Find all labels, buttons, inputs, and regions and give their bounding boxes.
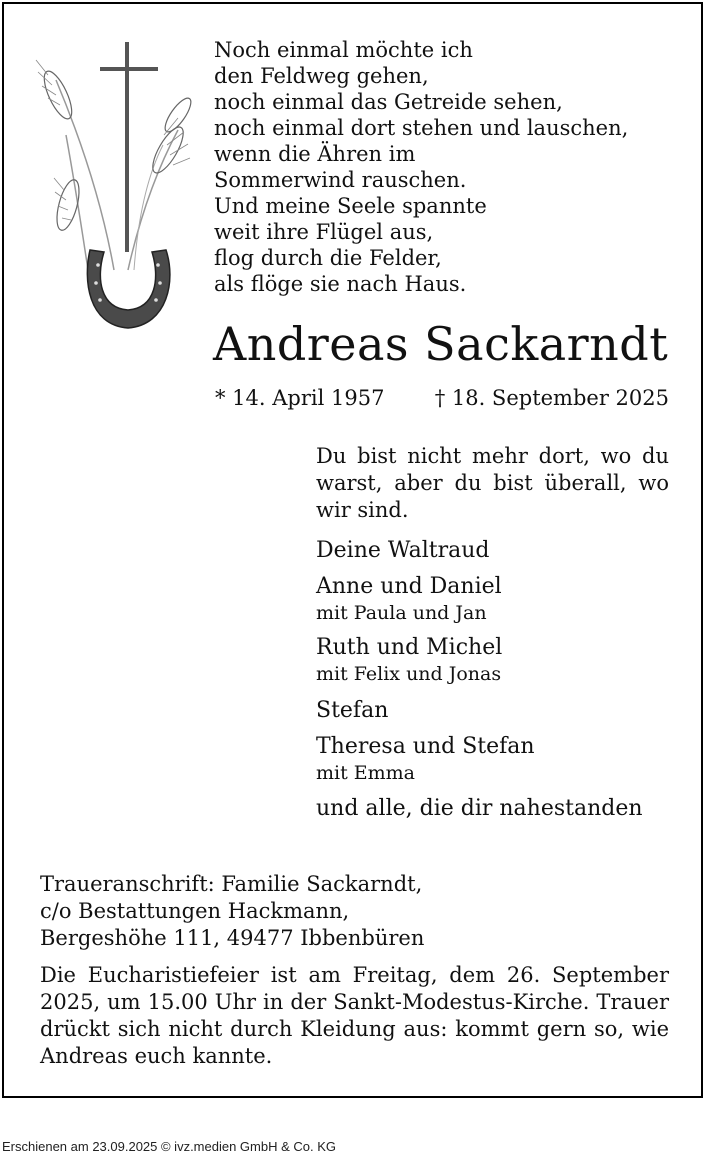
address-line: c/o Bestattungen Hackmann, xyxy=(40,899,350,923)
mourning-address xyxy=(40,871,424,952)
poem-line: flog durch die Felder, xyxy=(214,246,442,270)
death-date: † 18. September 2025 xyxy=(434,386,669,410)
poem-line: als flöge sie nach Haus. xyxy=(214,272,467,296)
poem-line: den Feldweg gehen, xyxy=(214,64,429,88)
poem-line: Sommerwind rauschen. xyxy=(214,168,467,192)
mourner-name: Anne und Daniel xyxy=(316,574,502,599)
poem-line: Und meine Seele spannte xyxy=(214,194,487,218)
memorial-quote: Du bist nicht mehr dort, wo du warst, aber du bist überall, wo wir sind. xyxy=(316,444,669,522)
mourner-name: Deine Waltraud xyxy=(316,538,490,563)
poem-line: noch einmal dort stehen und lauschen, xyxy=(214,116,629,140)
mourners-closing: und alle, die dir nahestanden xyxy=(316,796,643,821)
address-line: Traueranschrift: Familie Sackarndt, xyxy=(40,872,423,896)
service-notice: Die Eucharistiefeier ist am Freitag, dem 26. September 2025, um 15.00 Uhr in der Sankt-Modestus-Kirche. Trauer drückt sich nicht durch Kleidung aus: kommt gern so, wie Andreas euch kannte. xyxy=(40,963,669,1068)
cross-wheat-horseshoe-icon xyxy=(28,40,198,340)
mourner-name: Stefan xyxy=(316,698,389,723)
poem xyxy=(214,37,684,297)
mourner-children: mit Felix und Jonas xyxy=(316,663,502,685)
deceased-name: Andreas Sackarndt xyxy=(213,317,669,371)
birth-date: * 14. April 1957 xyxy=(215,386,385,410)
poem-line: Noch einmal möchte ich xyxy=(214,38,473,62)
mourner-name: Ruth und Michel xyxy=(316,635,503,660)
poem-line: noch einmal das Getreide sehen, xyxy=(214,90,563,114)
poem-line: weit ihre Flügel aus, xyxy=(214,220,434,244)
mourner-children: mit Emma xyxy=(316,762,415,784)
address-line: Bergeshöhe 111, 49477 Ibbenbüren xyxy=(40,926,425,950)
mourner-name: Theresa und Stefan xyxy=(316,734,535,759)
publication-footer: Erschienen am 23.09.2025 © ivz.medien GmbH & Co. KG xyxy=(2,1139,337,1154)
poem-line: wenn die Ähren im xyxy=(214,142,416,166)
mourner-children: mit Paula und Jan xyxy=(316,602,487,624)
